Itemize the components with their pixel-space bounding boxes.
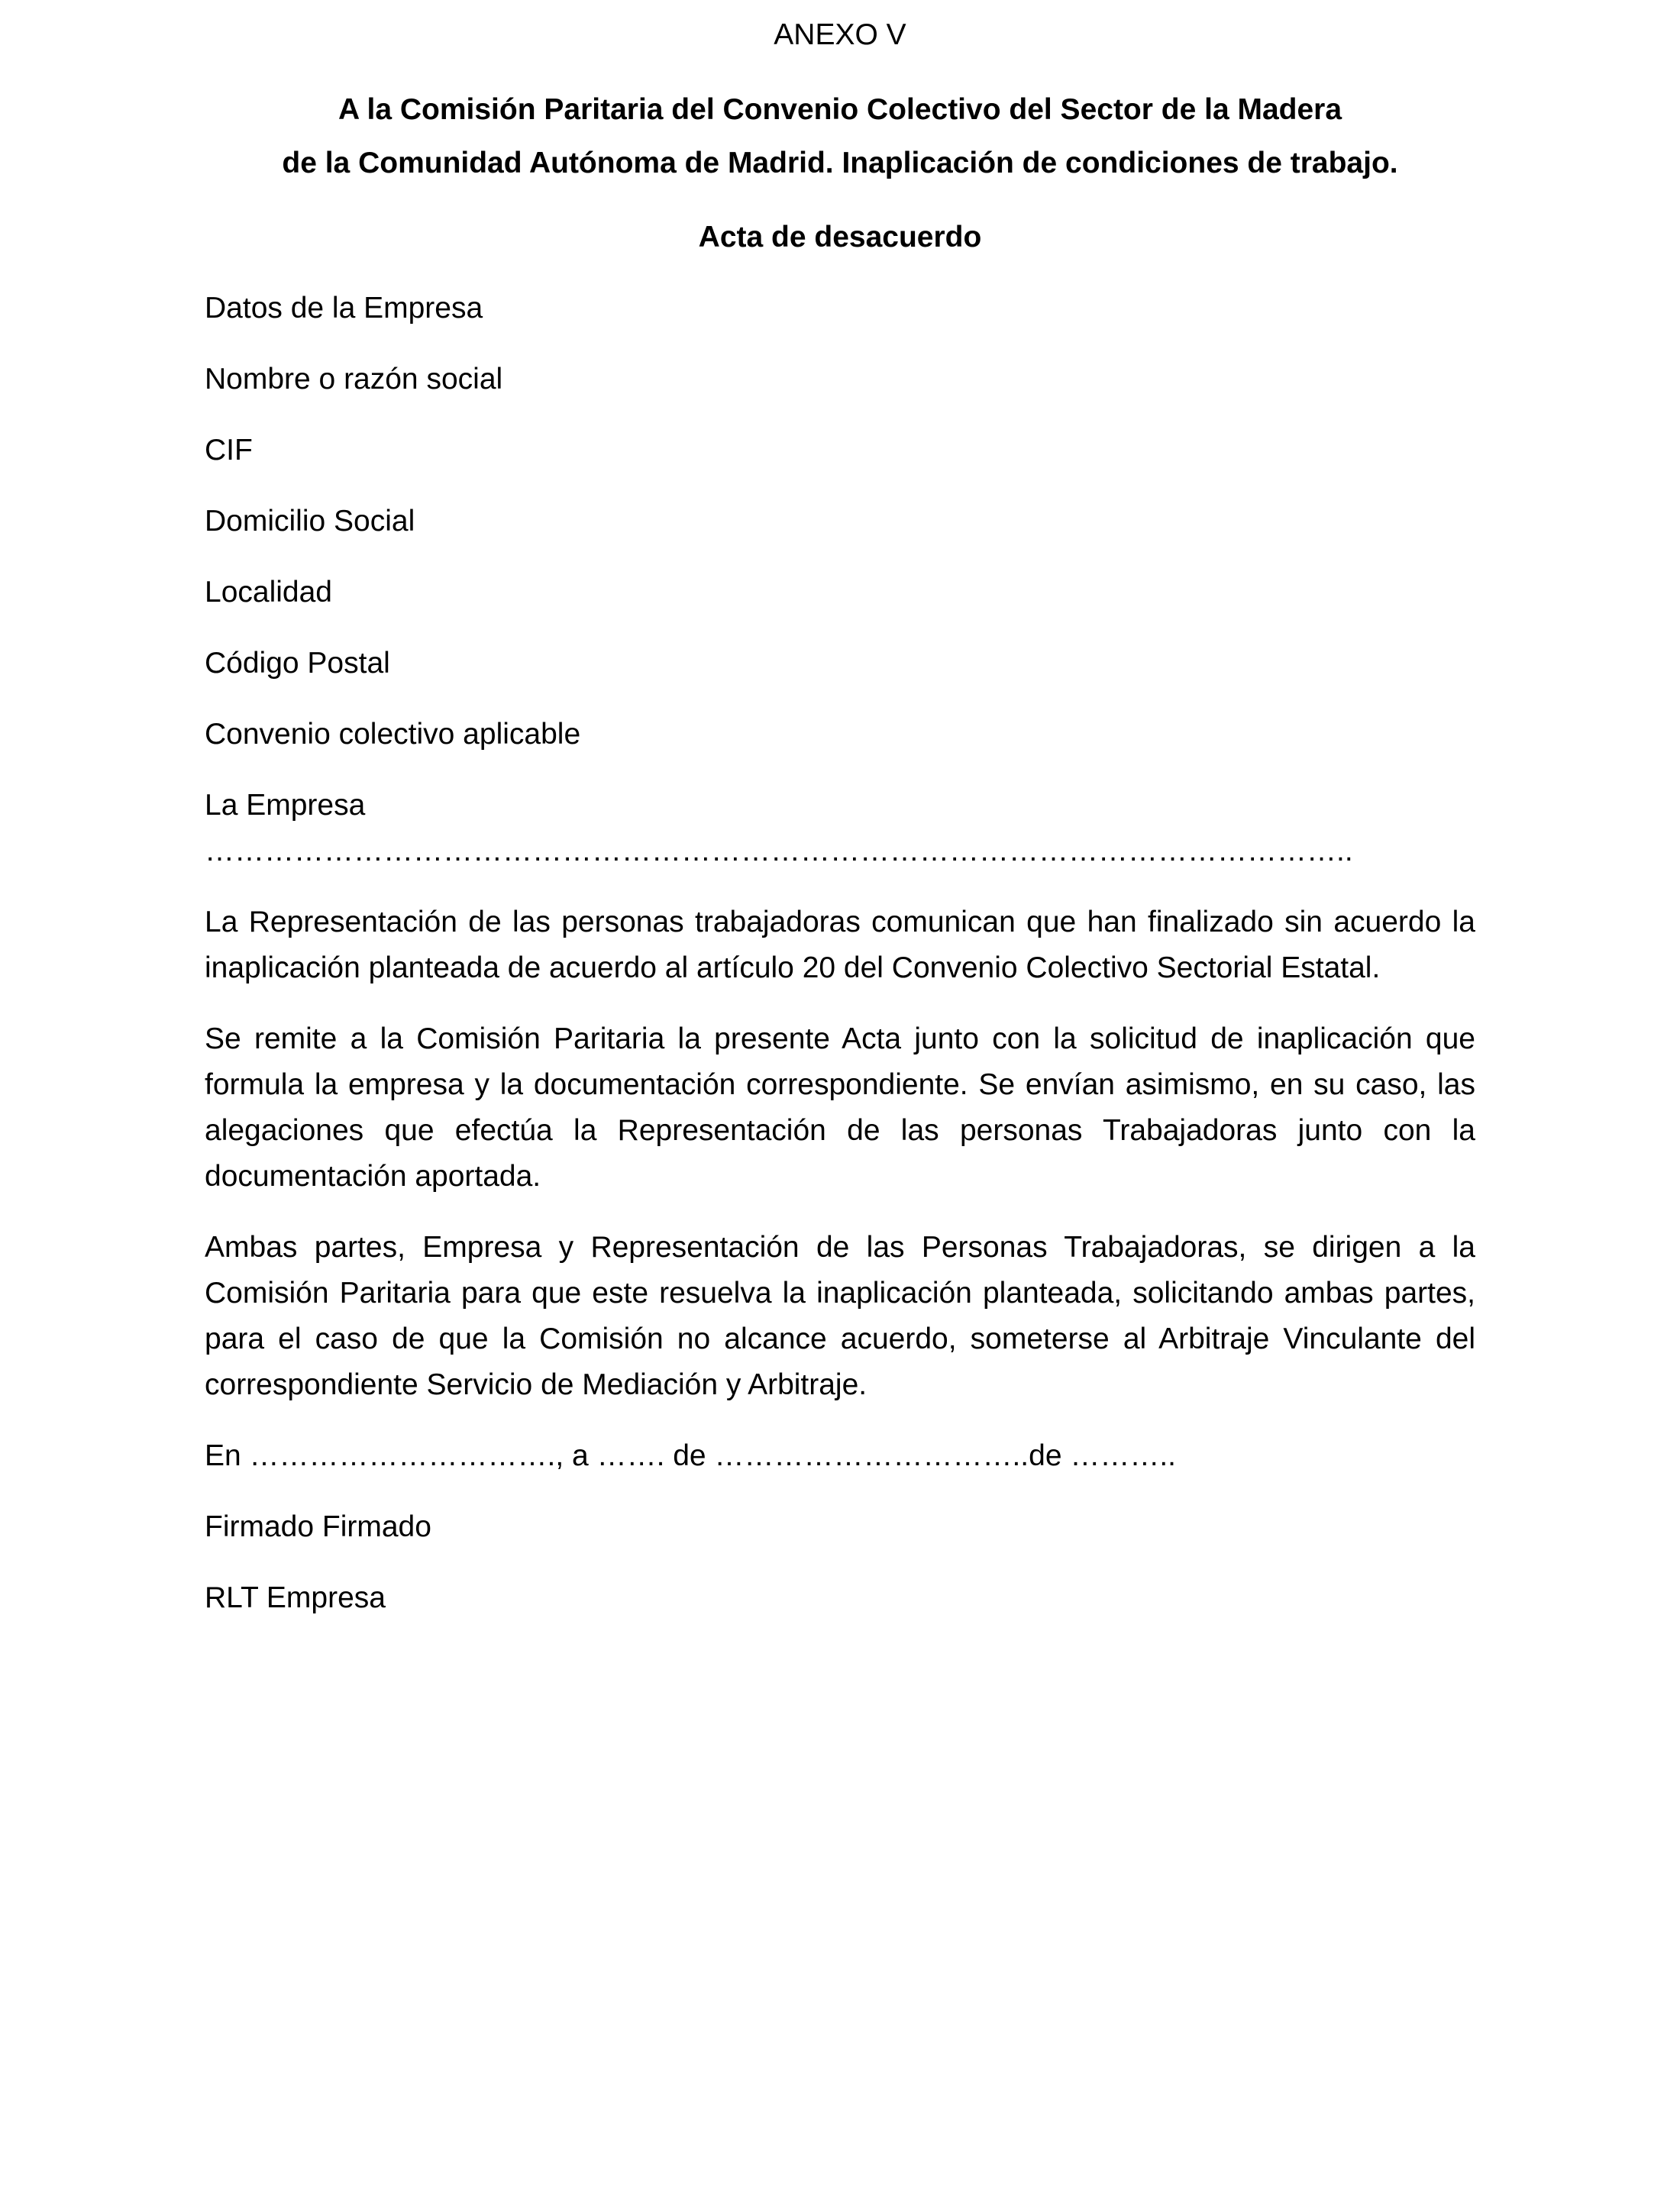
body-paragraph-finalizado-sin-acuerdo: La Representación de las personas trabajadoras comunican que han finalizado sin acuerdo la inaplicación planteada de acuerdo al artículo 20 del Convenio Colectivo Sectorial Estatal. — [205, 906, 1475, 984]
field-label-cif: CIF — [205, 434, 253, 467]
field-label-datos-empresa: Datos de la Empresa — [205, 292, 483, 325]
signatories-label: RLT Empresa — [205, 1581, 386, 1614]
addressee-heading — [205, 83, 1475, 190]
addressee-heading-line1: A la Comisión Paritaria del Convenio Colectivo del Sector de la Madera — [338, 93, 1342, 126]
body-paragraph-arbitraje-vinculante: Ambas partes, Empresa y Representación de las Personas Trabajadoras, se dirigen a la Comisión Paritaria para que este resuelva la inaplicación planteada, solicitando ambas partes, para el caso de que la Comisión no alcance acuerdo, someterse al Arbitraje Vinculante del correspondiente Servicio de Mediación y Arbitraje. — [205, 1231, 1475, 1401]
field-label-localidad: Localidad — [205, 576, 332, 609]
field-label-codigo-postal: Código Postal — [205, 647, 390, 680]
document-title: Acta de desacuerdo — [698, 221, 982, 254]
signature-label: Firmado Firmado — [205, 1510, 431, 1543]
field-label-convenio-aplicable: Convenio colectivo aplicable — [205, 718, 581, 751]
body-paragraph-remision-comision-paritaria: Se remite a la Comisión Paritaria la presente Acta junto con la solicitud de inaplicación que formula la empresa y la documentación correspondiente. Se envían asimismo, en su caso, las alegaciones que efectúa la Representación de las personas Trabajadoras junto con la documentación aportada. — [205, 1022, 1475, 1193]
annex-title: ANEXO V — [774, 18, 906, 51]
field-label-domicilio-social: Domicilio Social — [205, 505, 415, 538]
company-dotted-line: La Empresa …………………………………………………………………………………………………….. — [205, 789, 1353, 867]
addressee-heading-line2: de la Comunidad Autónoma de Madrid. Inaplicación de condiciones de trabajo. — [282, 147, 1398, 179]
field-label-nombre-razon-social: Nombre o razón social — [205, 363, 503, 396]
date-place-line: En …………………………., a ……. de …………………………..de ……….. — [205, 1439, 1177, 1472]
